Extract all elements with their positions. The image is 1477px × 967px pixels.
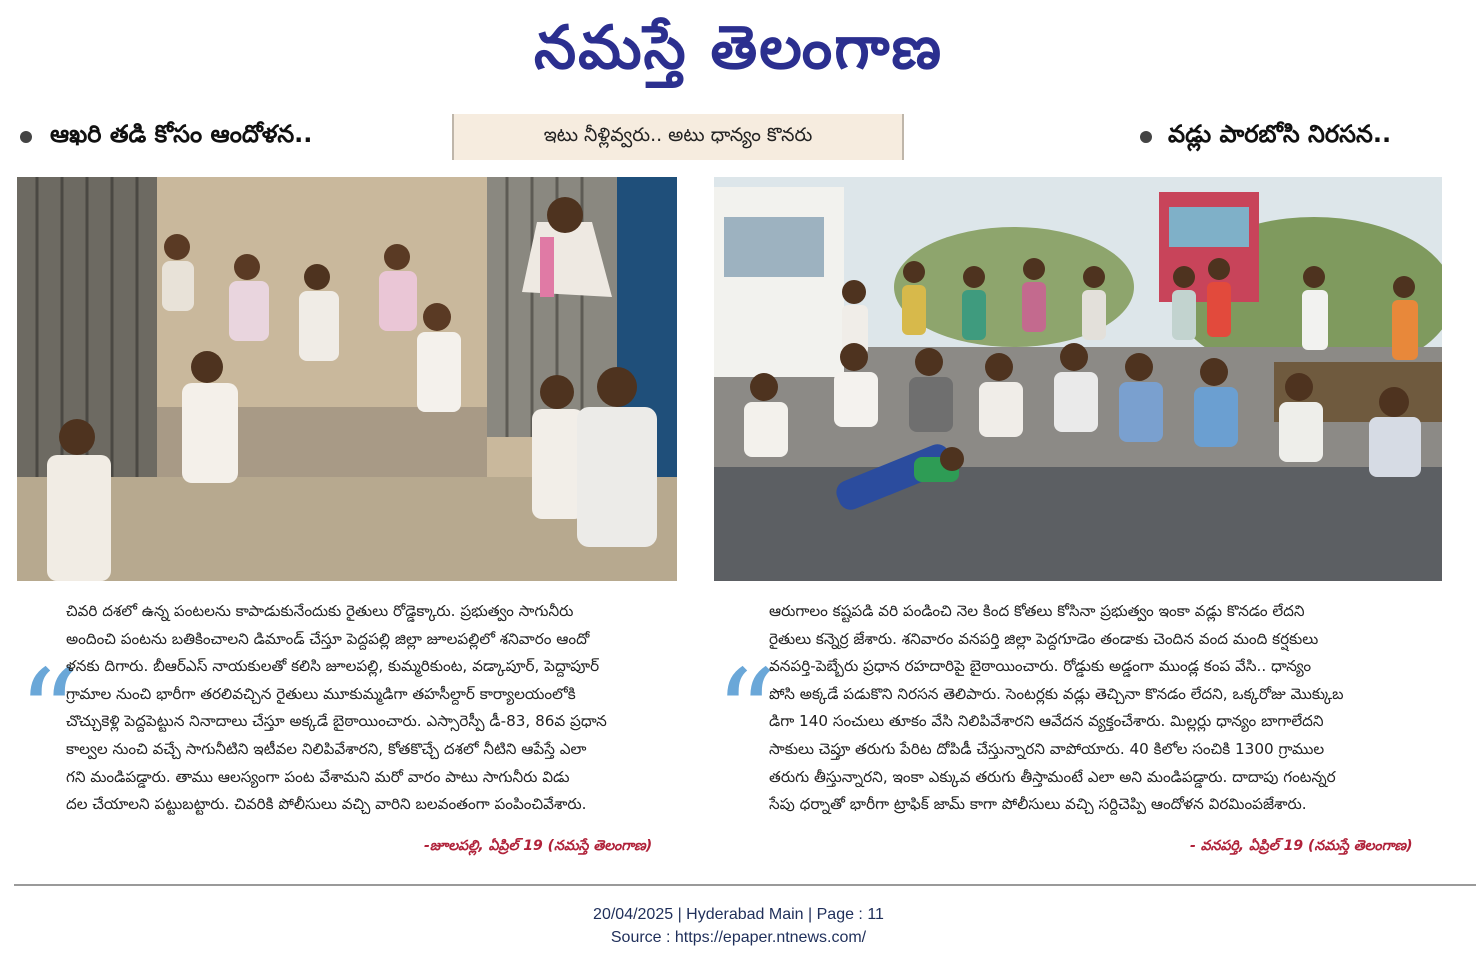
article-line: తరుగు తీస్తున్నారని, ఇంకా ఎక్కువ తరుగు తీస్తామంటే ఎలా అని మండిపడ్డారు. దాదాపు గంటన్నర bbox=[769, 767, 1336, 786]
article-line: దల చేయాలని పట్టుబట్టారు. చివరికి పోలీసులు వచ్చి వారిని బలవంతంగా పంపించివేశారు. bbox=[66, 795, 587, 814]
footer-source-link[interactable]: Source : https://epaper.ntnews.com/ bbox=[610, 929, 867, 946]
article-line: ళనకు దిగారు. బీఆర్ఎస్ నాయకులతో కలిసి జూలపల్లి, కుమ్మరికుంట, వడ్కాపూర్, పెద్దాపూర్ bbox=[66, 657, 600, 676]
article-line: సేపు ధర్నాతో భారీగా ట్రాఫిక్ జామ్ కాగా పోలీసులు వచ్చి సర్దిచెప్పి ఆందోళన విరమింపజేశారు. bbox=[769, 795, 1307, 814]
article-line: రైతులు కన్నెర్ర జేశారు. శనివారం వనపర్తి జిల్లా పెద్దగూడెం తండాకు చెందిన వంద మంది కర్షకులు bbox=[769, 629, 1319, 648]
article-line: గని మండిపడ్డారు. తాము ఆలస్యంగా పంట వేశామని మరో వారం పాటు సాగునీరు విడు bbox=[66, 767, 570, 786]
center-headline-box bbox=[452, 114, 904, 160]
right-headline-text: వడ్లు పారబోసి నిరసన.. bbox=[1168, 120, 1392, 148]
bullet-icon bbox=[20, 131, 32, 143]
right-quote-mark: “ bbox=[715, 645, 777, 784]
article-line: కాల్వల నుంచి వచ్చే సాగునీటిని ఇటీవల నిలిపివేశారని, కోతకొచ్చే దశలో నీటిని ఆపేస్తే ఎలా bbox=[66, 739, 587, 758]
right-headline bbox=[1140, 120, 1391, 154]
left-article-body bbox=[66, 598, 678, 819]
masthead-logo: నమస్తే తెలంగాణ bbox=[533, 13, 944, 83]
article-line: వనపర్తి-పెబ్బేరు ప్రధాన రహదారిపై బైఠాయించారు. రోడ్డుకు అడ్డంగా ముండ్ల కంప వేసి.. ధాన్యం bbox=[769, 657, 1312, 676]
footer-divider bbox=[14, 884, 1476, 886]
left-photo bbox=[17, 177, 677, 581]
right-article-body bbox=[769, 598, 1444, 819]
center-headline-text: ఇటు నీళ్లివ్వరు.. అటు ధాన్యం కొనరు bbox=[543, 123, 813, 146]
article-line: గ్రామాల నుంచి భారీగా తరలివచ్చిన రైతులు మూకుమ్మడిగా తహసీల్దార్ కార్యాలయంలోకి bbox=[66, 684, 576, 703]
left-headline bbox=[20, 120, 312, 154]
article-line: చివరి దశలో ఉన్న పంటలను కాపాడుకునేందుకు రైతులు రోడ్డెక్కారు. ప్రభుత్వం సాగునీరు bbox=[66, 602, 574, 620]
article-line: చొచ్చుకెళ్లి పెద్దపెట్టున నినాదాలు చేస్తూ అక్కడే బైఠాయించారు. ఎస్సారెస్పీ డీ-83, 86వ ప్రధాన bbox=[66, 712, 607, 731]
article-line: పోసి అక్కడే పడుకొని నిరసన తెలిపారు. సెంటర్లకు వడ్లు తెచ్చినా కొనడం లేదని, ఒక్కరోజు మొక్కుబ bbox=[769, 684, 1344, 703]
footer-date-line: 20/04/2025 | Hyderabad Main | Page : 11 bbox=[593, 906, 884, 923]
article-line: డిగా 140 సంచులు తూకం వేసి నిలిపివేశారని ఆవేదన వ్యక్తంచేశారు. మిల్లర్లు ధాన్యం బాగాలేదని bbox=[769, 712, 1324, 731]
left-headline-text: ఆఖరి తడి కోసం ఆందోళన.. bbox=[50, 120, 313, 148]
bullet-icon bbox=[1140, 131, 1152, 143]
article-line: ఆరుగాలం కష్టపడి వరి పండించి నెల కింద కోతలు కోసినా ప్రభుత్వం ఇంకా వడ్లు కొనడం లేదని bbox=[769, 602, 1305, 620]
article-line: సాకులు చెప్తూ తరుగు పేరిట దోపిడీ చేస్తున్నారని వాపోయారు. 40 కిలోల సంచికి 1300 గ్రాముల bbox=[769, 739, 1325, 758]
right-byline: - వనపర్తి, ఏప్రిల్ 19 (నమస్తే తెలంగాణ) bbox=[1190, 838, 1413, 854]
right-photo bbox=[714, 177, 1442, 581]
article-line: అందించి పంటను బతికించాలని డిమాండ్ చేస్తూ పెద్దపల్లి జిల్లా జూలపల్లిలో శనివారం ఆందో bbox=[66, 629, 590, 648]
left-byline: -జూలపల్లి, ఏప్రిల్ 19 (నమస్తే తెలంగాణ) bbox=[424, 838, 653, 854]
left-quote-mark: “ bbox=[18, 645, 80, 784]
